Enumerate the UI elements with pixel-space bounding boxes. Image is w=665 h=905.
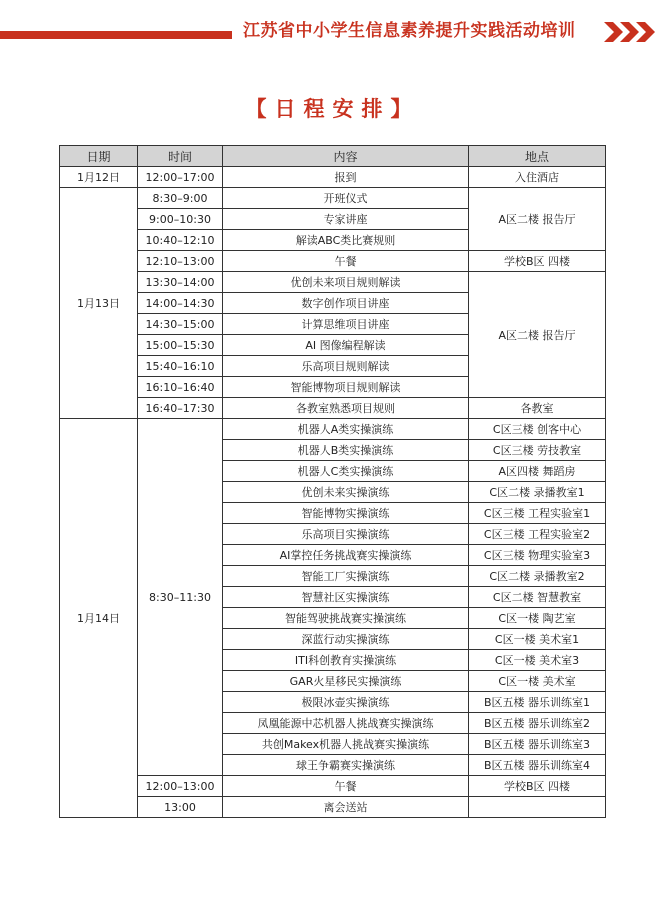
content-cell: 深蓝行动实操演练 (223, 629, 469, 650)
content-cell: AI掌控任务挑战赛实操演练 (223, 545, 469, 566)
header-place: 地点 (469, 146, 606, 167)
chevrons-right-icon (604, 20, 656, 44)
content-cell: 智能博物项目规则解读 (223, 377, 469, 398)
table-row (60, 419, 606, 440)
table-row (60, 797, 606, 818)
time-cell: 12:00–13:00 (138, 776, 223, 797)
date-cell: 1月12日 (60, 167, 138, 188)
table-row (60, 188, 606, 209)
header-time: 时间 (138, 146, 223, 167)
schedule-table (59, 145, 606, 818)
place-cell: C区一楼 美术室3 (469, 650, 606, 671)
time-cell: 8:30–11:30 (138, 419, 223, 776)
content-cell: ITI科创教育实操演练 (223, 650, 469, 671)
place-cell: A区四楼 舞蹈房 (469, 461, 606, 482)
content-cell: 智能工厂实操演练 (223, 566, 469, 587)
content-cell: 优创未来实操演练 (223, 482, 469, 503)
place-cell: 学校B区 四楼 (469, 251, 606, 272)
table-row (60, 251, 606, 272)
place-cell: B区五楼 器乐训练室4 (469, 755, 606, 776)
time-cell: 15:40–16:10 (138, 356, 223, 377)
content-cell: 午餐 (223, 776, 469, 797)
content-cell: 凤凰能源中芯机器人挑战赛实操演练 (223, 713, 469, 734)
place-cell: C区一楼 美术室 (469, 671, 606, 692)
content-cell: 智能驾驶挑战赛实操演练 (223, 608, 469, 629)
content-cell: 机器人B类实操演练 (223, 440, 469, 461)
time-cell: 16:40–17:30 (138, 398, 223, 419)
time-cell: 14:30–15:00 (138, 314, 223, 335)
time-cell: 13:00 (138, 797, 223, 818)
time-cell: 14:00–14:30 (138, 293, 223, 314)
content-cell: 数字创作项目讲座 (223, 293, 469, 314)
content-cell: 乐高项目规则解读 (223, 356, 469, 377)
content-cell: 极限冰壶实操演练 (223, 692, 469, 713)
page-title: 【日程安排】 (245, 97, 420, 121)
time-cell: 8:30–9:00 (138, 188, 223, 209)
content-cell: 智能博物实操演练 (223, 503, 469, 524)
content-cell: 报到 (223, 167, 469, 188)
content-cell: 球王争霸赛实操演练 (223, 755, 469, 776)
time-cell: 10:40–12:10 (138, 230, 223, 251)
header-title: 江苏省中小学生信息素养提升实践活动培训 (243, 21, 576, 41)
header-content: 内容 (223, 146, 469, 167)
place-cell: B区五楼 器乐训练室3 (469, 734, 606, 755)
content-cell: 智慧社区实操演练 (223, 587, 469, 608)
place-cell: C区三楼 劳技教室 (469, 440, 606, 461)
time-cell: 12:10–13:00 (138, 251, 223, 272)
table-row (60, 167, 606, 188)
content-cell: 开班仪式 (223, 188, 469, 209)
date-cell: 1月14日 (60, 419, 138, 818)
place-cell: B区五楼 器乐训练室2 (469, 713, 606, 734)
content-cell: 机器人C类实操演练 (223, 461, 469, 482)
time-cell: 12:00–17:00 (138, 167, 223, 188)
time-cell: 13:30–14:00 (138, 272, 223, 293)
content-cell: 优创未来项目规则解读 (223, 272, 469, 293)
table-row (60, 776, 606, 797)
time-cell: 9:00–10:30 (138, 209, 223, 230)
place-cell: C区二楼 录播教室1 (469, 482, 606, 503)
content-cell: 各教室熟悉项目规则 (223, 398, 469, 419)
content-cell: 解读ABC类比赛规则 (223, 230, 469, 251)
content-cell: 共创Makex机器人挑战赛实操演练 (223, 734, 469, 755)
content-cell: 专家讲座 (223, 209, 469, 230)
place-cell: C区三楼 工程实验室2 (469, 524, 606, 545)
place-cell: C区三楼 工程实验室1 (469, 503, 606, 524)
table-row (60, 272, 606, 293)
header-date: 日期 (60, 146, 138, 167)
place-cell: 各教室 (469, 398, 606, 419)
time-cell: 16:10–16:40 (138, 377, 223, 398)
place-cell: A区二楼 报告厅 (469, 272, 606, 398)
place-cell: A区二楼 报告厅 (469, 188, 606, 251)
place-cell: C区三楼 物理实验室3 (469, 545, 606, 566)
table-row (60, 398, 606, 419)
content-cell: 计算思维项目讲座 (223, 314, 469, 335)
content-cell: GAR火星移民实操演练 (223, 671, 469, 692)
place-cell (469, 797, 606, 818)
content-cell: 乐高项目实操演练 (223, 524, 469, 545)
content-cell: 午餐 (223, 251, 469, 272)
date-cell: 1月13日 (60, 188, 138, 419)
place-cell: C区三楼 创客中心 (469, 419, 606, 440)
place-cell: 入住酒店 (469, 167, 606, 188)
place-cell: C区一楼 美术室1 (469, 629, 606, 650)
place-cell: C区一楼 陶艺室 (469, 608, 606, 629)
header-accent-bar (0, 31, 232, 39)
place-cell: 学校B区 四楼 (469, 776, 606, 797)
place-cell: B区五楼 器乐训练室1 (469, 692, 606, 713)
place-cell: C区二楼 录播教室2 (469, 566, 606, 587)
content-cell: 离会送站 (223, 797, 469, 818)
content-cell: AI 图像编程解读 (223, 335, 469, 356)
content-cell: 机器人A类实操演练 (223, 419, 469, 440)
place-cell: C区二楼 智慧教室 (469, 587, 606, 608)
table-header-row (60, 146, 606, 167)
time-cell: 15:00–15:30 (138, 335, 223, 356)
